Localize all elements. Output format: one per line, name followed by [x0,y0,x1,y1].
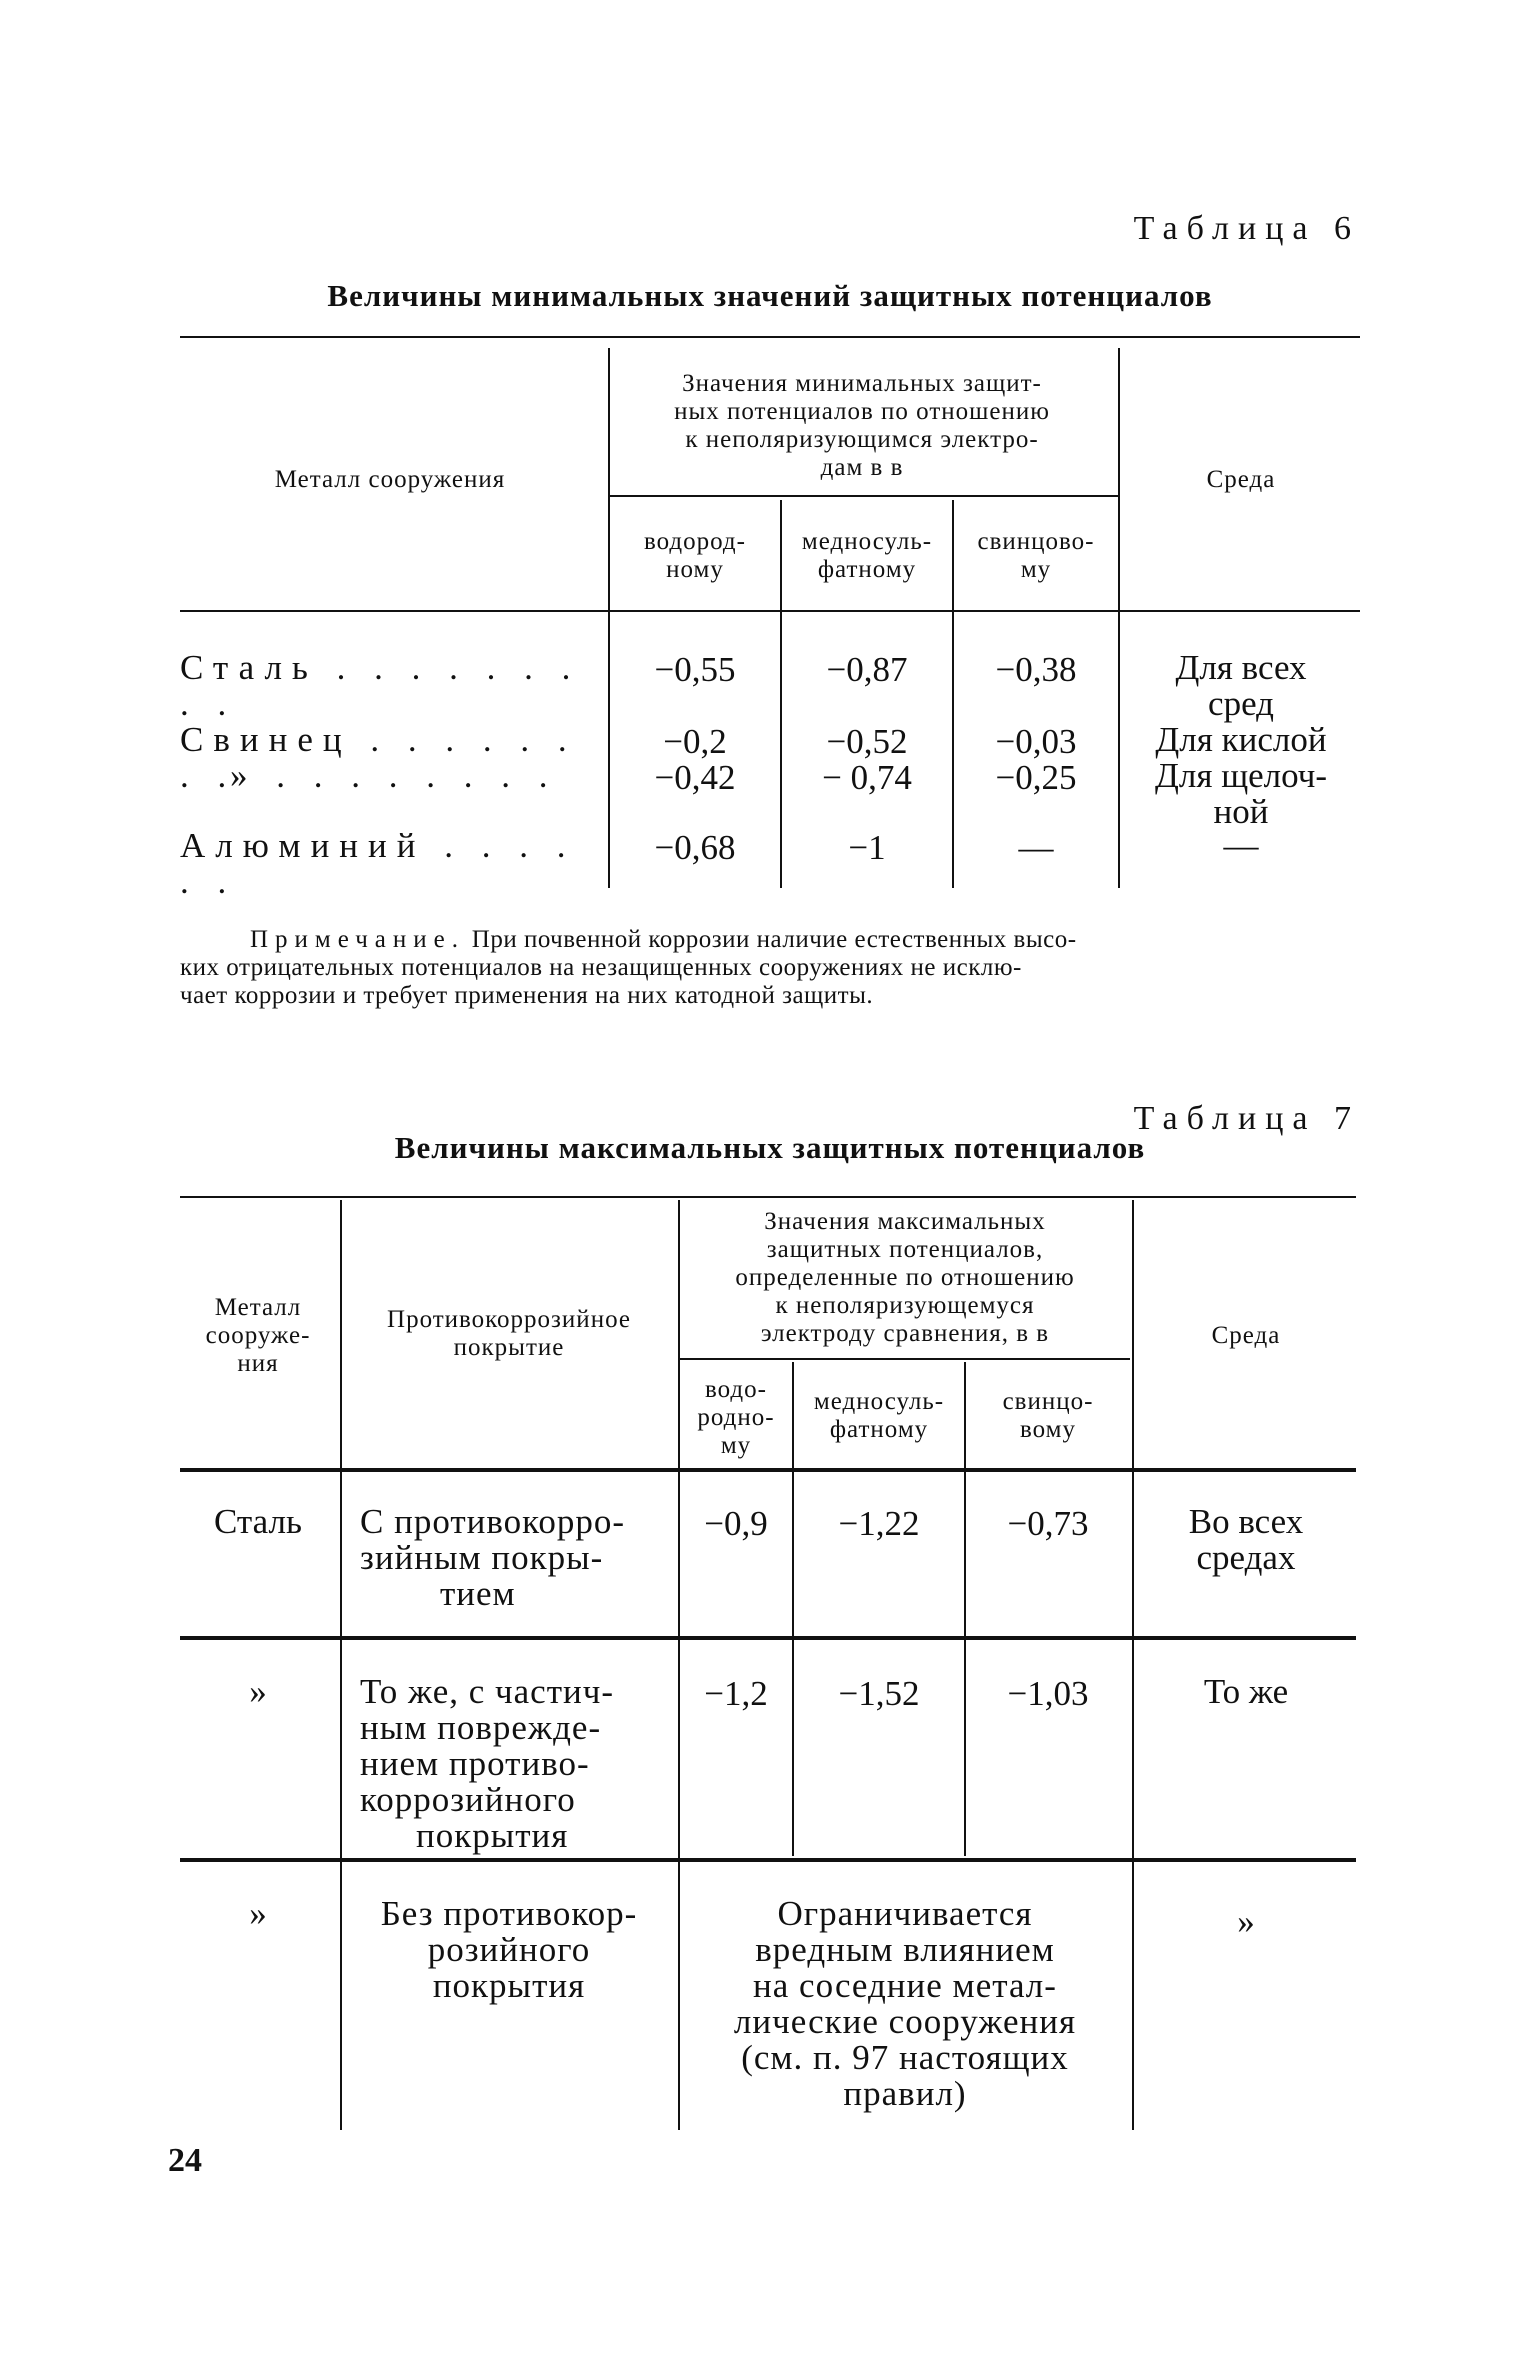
table7-row1-h: −0,9 [704,1504,768,1543]
table6-subheader-rule [610,495,1118,497]
table7-vline-4 [964,1362,966,1856]
table7-caption: Таблица 7 [1133,1100,1360,1137]
table7-title: Величины максимальных защитных потенциалов [394,1130,1146,1165]
table7-sub-copper: медносуль- фатному [813,1388,945,1443]
table7-row2-coating: То же, с частич- ным поврежде- нием противо- коррозийного покрытия [360,1672,614,1855]
table6-sub-hydrogen: водород- ному [644,528,746,583]
table6-row3-metal: » . . . . . . . . [230,756,558,795]
table7-row2-metal: » [249,1672,267,1711]
table6-title: Величины минимальных значений защитных потенциалов [327,278,1213,313]
table6-row1-cu: −0,87 [826,650,908,689]
table6-caption: Таблица 6 [1133,210,1360,247]
table6-vline-4 [1118,348,1120,888]
table7-row3-coating: Без противокор- розийного покрытия [380,1894,638,2005]
table6-row3-pb: −0,25 [995,758,1077,797]
table6-col-env: Среда [1206,466,1276,493]
table6-vline-3 [952,500,954,888]
table6-row2-pb: −0,03 [995,722,1077,761]
table6-row3-env: Для щелоч- ной [1155,756,1327,831]
table6-vline-1 [608,348,610,888]
table6-note: Примечание. При почвенной коррозии наличие естественных высо- ких отрицательных потенциалов на незащищенных сооружениях не исклю- чает коррозии и требует применения на них катодной защиты. [180,926,1077,1009]
table7-row1-coating: С противокорро- зийным покры- тием [360,1502,626,1613]
table6-header-rule [180,610,1360,612]
table6-row1-metal: Сталь . . . . . . . . . [180,648,581,723]
table7-row3-env: » [1237,1902,1255,1941]
table7-row2-cu: −1,52 [838,1674,920,1713]
table6-row4-env: — [1223,826,1259,865]
table6-row4-metal: Алюминий . . . . . . [180,826,576,901]
table6-row2-env: Для кислой [1155,720,1327,759]
table7-subheader-rule [680,1358,1130,1360]
table6-row2-cu: −0,52 [826,722,908,761]
table7-row2-h: −1,2 [704,1674,768,1713]
note-label: Примечание. [250,926,466,953]
table7-row3-merged-values: Ограничивается вредным влиянием на соседние метал- лические сооружения (см. п. 97 настоящих правил) [733,1894,1077,2113]
table7-row1-pb: −0,73 [1007,1504,1089,1543]
table6-sub-copper: медносуль- фатному [801,528,933,583]
table7-header-rule [180,1468,1356,1472]
table7-vline-2 [678,1200,680,2130]
page-number: 24 [168,2142,202,2179]
table6-row4-h: −0,68 [654,828,736,867]
table7-vline-3 [792,1362,794,1856]
table7-col-env: Среда [1211,1322,1281,1349]
table7-col-coating: Противокоррозийное покрытие [387,1306,631,1361]
table6-row1-pb: −0,38 [995,650,1077,689]
table7-vline-1 [340,1200,342,2130]
table7-sub-lead: свинцо- вому [1002,1388,1094,1443]
table7-sub-hydrogen: водо- родно- му [697,1376,775,1459]
table6-row3-h: −0,42 [654,758,736,797]
table7-row1-rule [180,1636,1356,1640]
table7-vline-5 [1132,1200,1134,2130]
table7-top-rule [180,1196,1356,1198]
table7-col-metal: Металл сооруже- ния [205,1294,311,1377]
table7-row2-pb: −1,03 [1007,1674,1089,1713]
table7-row1-metal: Сталь [214,1502,302,1541]
table6-top-rule [180,336,1360,338]
table7-col-values: Значения максимальных защитных потенциалов, определенные по отношению к неполяризующемуся электроду сравнения, в в [735,1208,1075,1347]
table6-row2-metal: Свинец . . . . . . . . [180,720,577,795]
table7-row3-metal: » [249,1894,267,1933]
table6-sub-lead: свинцово- му [977,528,1095,583]
table6-row2-h: −0,2 [663,722,727,761]
table6-col-metal: Металл сооружения [274,466,506,493]
table6-row4-pb: — [1018,828,1054,867]
table7-row1-env: Во всех средах [1188,1502,1304,1577]
table6-vline-2 [780,500,782,888]
table7-row1-cu: −1,22 [838,1504,920,1543]
table7-row2-rule [180,1858,1356,1862]
table6-row3-cu: − 0,74 [822,758,912,797]
table6-row4-cu: −1 [848,828,886,867]
table6-col-values: Значения минимальных защит- ных потенциалов по отношению к неполяризующимся электро- дам в в [674,370,1050,481]
table6-row1-h: −0,55 [654,650,736,689]
table6-row1-env: Для всех сред [1175,648,1307,723]
table7-row2-env: То же [1203,1672,1289,1711]
